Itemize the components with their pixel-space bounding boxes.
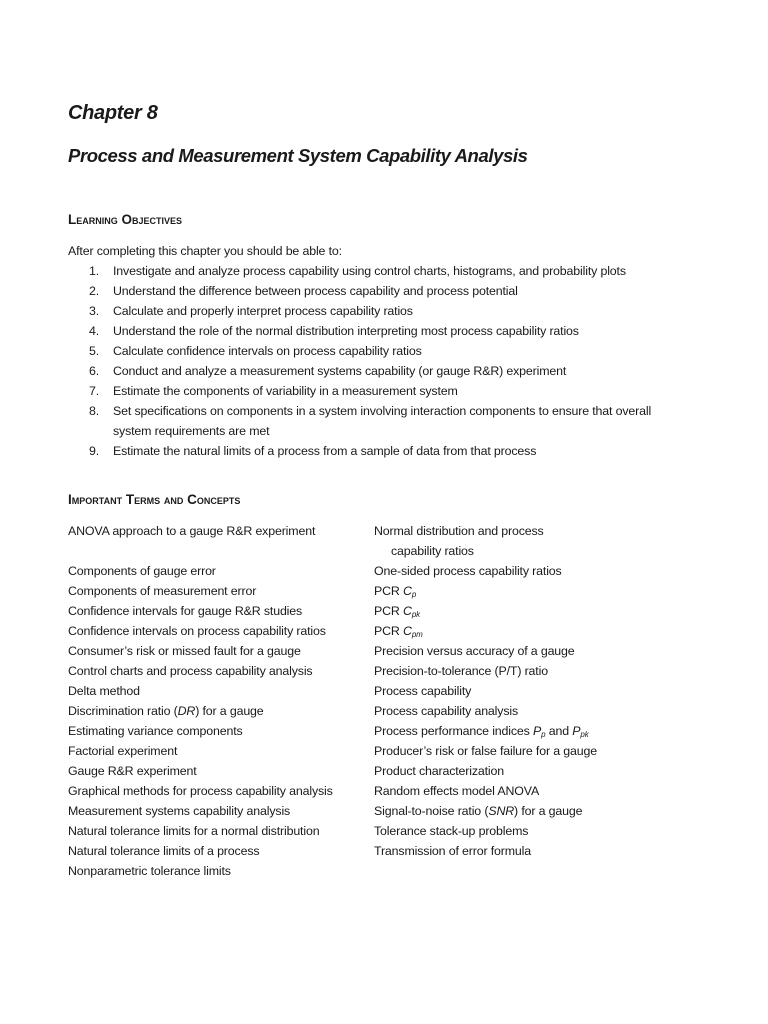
chapter-title: Process and Measurement System Capability Analysis [68,145,528,166]
term-item: Components of gauge error [68,564,216,578]
objective-number: 2. [89,284,100,298]
objective-text-continued: system requirements are met [113,424,270,438]
term-item: Process capability [374,684,472,698]
term-part: pk [411,610,420,619]
term-part: Signal-to-noise ratio ( [374,804,489,818]
term-part: p [541,730,546,739]
terms-heading: Important Terms and Concepts [68,492,241,507]
objective-text: Investigate and analyze process capability using control charts, histograms, and probability plots [113,264,626,278]
term-item: Random effects model ANOVA [374,784,540,798]
objectives-intro: After completing this chapter you should be able to: [68,244,342,258]
objective-text: Calculate and properly interpret process capability ratios [113,304,413,318]
term-item: Consumer’s risk or missed fault for a gauge [68,644,301,658]
term-item: Process capability analysis [374,704,519,718]
term-item: Delta method [68,684,140,698]
term-item: Control charts and process capability analysis [68,664,313,678]
term-part: SNR [488,804,515,818]
term-item-continued: capability ratios [391,544,474,558]
term-item [68,701,264,721]
term-item [374,801,582,821]
term-part: Process performance indices [374,724,534,738]
objective-number: 1. [89,264,100,278]
term-item: Producer’s risk or false failure for a gauge [374,744,597,758]
objective-text: Calculate confidence intervals on process capability ratios [113,344,422,358]
chapter-number: Chapter 8 [68,102,158,124]
learning-objectives-heading: Learning Objectives [68,212,183,227]
term-part: PCR [374,604,404,618]
term-part: P [533,724,542,738]
term-item: Natural tolerance limits of a process [68,844,260,858]
term-item: Product characterization [374,764,505,778]
term-part: PCR [374,624,404,638]
term-item: Measurement systems capability analysis [68,804,291,818]
term-item: Natural tolerance limits for a normal distribution [68,824,320,838]
term-part: C [403,624,412,638]
term-part: Discrimination ratio ( [68,704,178,718]
objective-number: 9. [89,444,100,458]
term-item: Nonparametric tolerance limits [68,864,231,878]
objective-number: 5. [89,344,100,358]
term-item: Confidence intervals on process capability ratios [68,624,326,638]
objective-text: Conduct and analyze a measurement systems capability (or gauge R&R) experiment [113,364,567,378]
term-item: Precision-to-tolerance (P/T) ratio [374,664,548,678]
term-part: ) for a gauge [195,704,264,718]
term-part: DR [177,704,196,718]
term-item: Factorial experiment [68,744,178,758]
objective-text: Understand the difference between process capability and process potential [113,284,518,298]
term-part: pm [411,630,423,639]
term-item: Precision versus accuracy of a gauge [374,644,575,658]
term-item: One-sided process capability ratios [374,564,562,578]
term-item: Estimating variance components [68,724,243,738]
term-item: Confidence intervals for gauge R&R studies [68,604,303,618]
objective-text: Understand the role of the normal distribution interpreting most process capability ratios [113,324,579,338]
term-item: ANOVA approach to a gauge R&R experiment [68,524,316,538]
objective-text: Estimate the components of variability in a measurement system [113,384,458,398]
term-item: Normal distribution and process [374,524,544,538]
term-part: P [572,724,581,738]
term-part: and [545,724,573,738]
objective-number: 3. [89,304,100,318]
objective-number: 7. [89,384,100,398]
term-item: Tolerance stack-up problems [374,824,529,838]
term-item: Transmission of error formula [374,844,532,858]
term-item: Graphical methods for process capability analysis [68,784,333,798]
term-part: ) for a gauge [514,804,583,818]
term-part: C [403,604,412,618]
objective-text: Estimate the natural limits of a process from a sample of data from that process [113,444,537,458]
objective-text: Set specifications on components in a system involving interaction components to ensure that overall [113,404,652,418]
term-part: PCR [374,584,404,598]
term-part: p [411,590,417,599]
term-item: Components of measurement error [68,584,257,598]
objective-number: 6. [89,364,100,378]
term-part: pk [580,730,589,739]
term-item: Gauge R&R experiment [68,764,197,778]
objective-number: 8. [89,404,100,418]
objective-number: 4. [89,324,100,338]
term-part: C [403,584,412,598]
